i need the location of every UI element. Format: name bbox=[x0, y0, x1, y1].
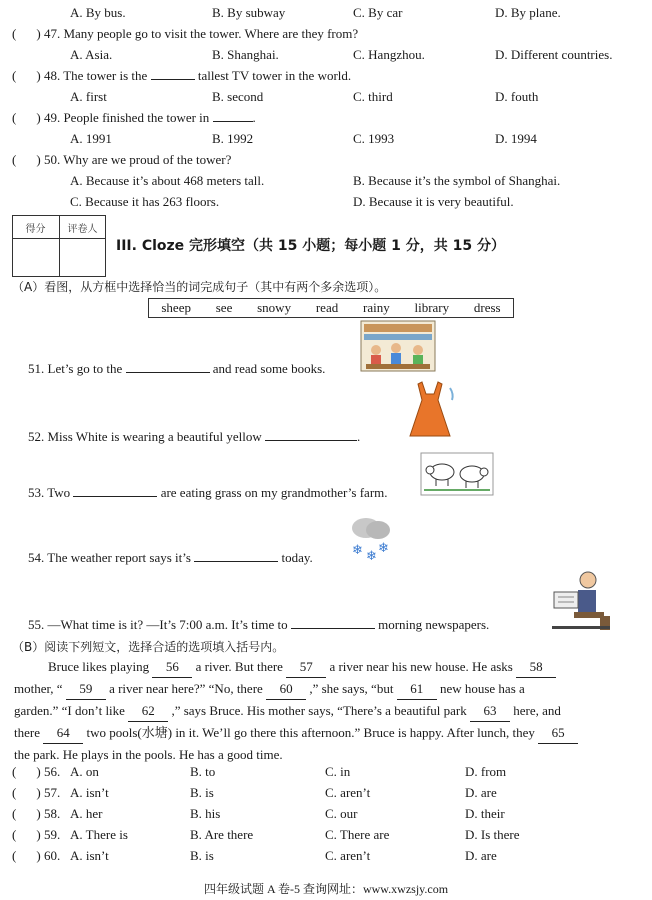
question-47: ( ) 47. Many people go to visit the tower. Where are they from? bbox=[12, 26, 359, 41]
q48-option-a: A. first bbox=[70, 89, 107, 104]
q46-option-d: D. By plane. bbox=[495, 5, 561, 20]
q50-option-c: C. Because it has 263 floors. bbox=[70, 194, 220, 209]
q48-option-d: D. fouth bbox=[495, 89, 539, 104]
q58-option-c: C. our bbox=[325, 806, 358, 821]
sheep-picture bbox=[420, 452, 494, 496]
question-52: 52. Miss White is wearing a beautiful yellow . bbox=[28, 429, 361, 444]
section-title: III. Cloze 完形填空（共 15 小题；每小题 1 分，共 15 分） bbox=[116, 238, 505, 254]
q57-option-b: B. is bbox=[190, 785, 214, 800]
q56-option-c: C. in bbox=[325, 764, 351, 779]
q49-option-a: A. 1991 bbox=[70, 131, 112, 146]
passage-line-4: there 64 two pools(水塘) in it. We’ll go there this afternoon.” Bruce is happy. After lunch, they 65 bbox=[14, 722, 639, 744]
word-library: library bbox=[414, 300, 450, 315]
q58-option-a: A. her bbox=[70, 806, 103, 821]
score-box bbox=[12, 215, 106, 277]
q49-option-c: C. 1993 bbox=[353, 131, 395, 146]
passage-line-3: garden.” “I don’t like 62 ,” says Bruce. His mother says, “There’s a beautiful park 63 here, and bbox=[14, 700, 639, 722]
svg-text:❄: ❄ bbox=[366, 549, 377, 564]
q59-option-c: C. There are bbox=[325, 827, 390, 842]
snowy-weather-icon bbox=[344, 512, 396, 564]
svg-text:❄: ❄ bbox=[352, 543, 363, 558]
q46-option-c: C. By car bbox=[353, 5, 403, 20]
word-dress: dress bbox=[473, 300, 501, 315]
q49-option-b: B. 1992 bbox=[212, 131, 254, 146]
q57-option-d: D. are bbox=[465, 785, 497, 800]
score-label: 得分 bbox=[25, 223, 46, 235]
q57-option-a: A. isn’t bbox=[70, 785, 109, 800]
q59-option-b: B. Are there bbox=[190, 827, 254, 842]
q47-option-b: B. Shanghai. bbox=[212, 47, 279, 62]
q60-option-a: A. isn’t bbox=[70, 848, 109, 863]
question-55: 55. —What time is it? —It’s 7:00 a.m. It’s time to morning newspapers. bbox=[28, 617, 490, 632]
q60-option-b: B. is bbox=[190, 848, 214, 863]
question-51: 51. Let’s go to the and read some books. bbox=[28, 361, 326, 376]
q47-option-a: A. Asia. bbox=[70, 47, 113, 62]
passage-line-5: the park. He plays in the pools. He has a good time. bbox=[14, 747, 283, 762]
q60-option-c: C. aren’t bbox=[325, 848, 371, 863]
q59-option-d: D. Is there bbox=[465, 827, 520, 842]
q59-option-a: A. There is bbox=[70, 827, 128, 842]
q48-option-b: B. second bbox=[212, 89, 264, 104]
passage-line-2: mother, “ 59 a river near here?” “No, there 60 ,” she says, “but 61 new house has a bbox=[14, 678, 639, 700]
word-box bbox=[148, 298, 514, 318]
q58-option-b: B. his bbox=[190, 806, 221, 821]
q46-option-b: B. By subway bbox=[212, 5, 286, 20]
q56-option-d: D. from bbox=[465, 764, 507, 779]
q56-option-b: B. to bbox=[190, 764, 216, 779]
page-footer: 四年级试题 A 卷-5 查询网址：www.xwzsjy.com bbox=[203, 882, 449, 896]
q57-option-c: C. aren’t bbox=[325, 785, 371, 800]
q46-option-a: A. By bus. bbox=[70, 5, 126, 20]
word-rainy: rainy bbox=[362, 300, 390, 315]
word-sheep: sheep bbox=[161, 300, 191, 315]
question-53: 53. Two are eating grass on my grandmother’s farm. bbox=[28, 485, 388, 500]
svg-text:❄: ❄ bbox=[378, 541, 389, 556]
q50-option-a: A. Because it’s about 468 meters tall. bbox=[70, 173, 265, 188]
part-a-instruction: （A）看图，从方框中选择恰当的词完成句子（其中有两个多余选项）。 bbox=[12, 280, 387, 294]
word-read: read bbox=[315, 300, 339, 315]
q47-option-c: C. Hangzhou. bbox=[353, 47, 425, 62]
grader-label: 评卷人 bbox=[67, 223, 98, 235]
reading-newspaper-picture bbox=[548, 568, 614, 632]
question-50: ( ) 50. Why are we proud of the tower? bbox=[12, 152, 232, 167]
q47-option-d: D. Different countries. bbox=[495, 47, 613, 62]
q60-option-d: D. are bbox=[465, 848, 497, 863]
dress-picture bbox=[404, 378, 456, 442]
q48-option-c: C. third bbox=[353, 89, 393, 104]
part-b-instruction: （B）阅读下列短文，选择合适的选项填入括号内。 bbox=[12, 640, 285, 654]
cloze-passage bbox=[14, 656, 639, 765]
q49-option-d: D. 1994 bbox=[495, 131, 537, 146]
library-picture bbox=[360, 320, 436, 372]
passage-line-1: Bruce likes playing 56 a river. But there 57 a river near his new house. He asks 58 bbox=[14, 656, 639, 678]
question-48: ( ) 48. The tower is the tallest TV tower in the world. bbox=[12, 68, 352, 83]
question-54: 54. The weather report says it’s today. bbox=[28, 550, 313, 565]
q56-option-a: A. on bbox=[70, 764, 99, 779]
word-see: see bbox=[215, 300, 233, 315]
question-49: ( ) 49. People finished the tower in . bbox=[12, 110, 256, 125]
word-snowy: snowy bbox=[257, 300, 292, 315]
q50-option-b: B. Because it’s the symbol of Shanghai. bbox=[353, 173, 561, 188]
q50-option-d: D. Because it is very beautiful. bbox=[353, 194, 514, 209]
q58-option-d: D. their bbox=[465, 806, 505, 821]
